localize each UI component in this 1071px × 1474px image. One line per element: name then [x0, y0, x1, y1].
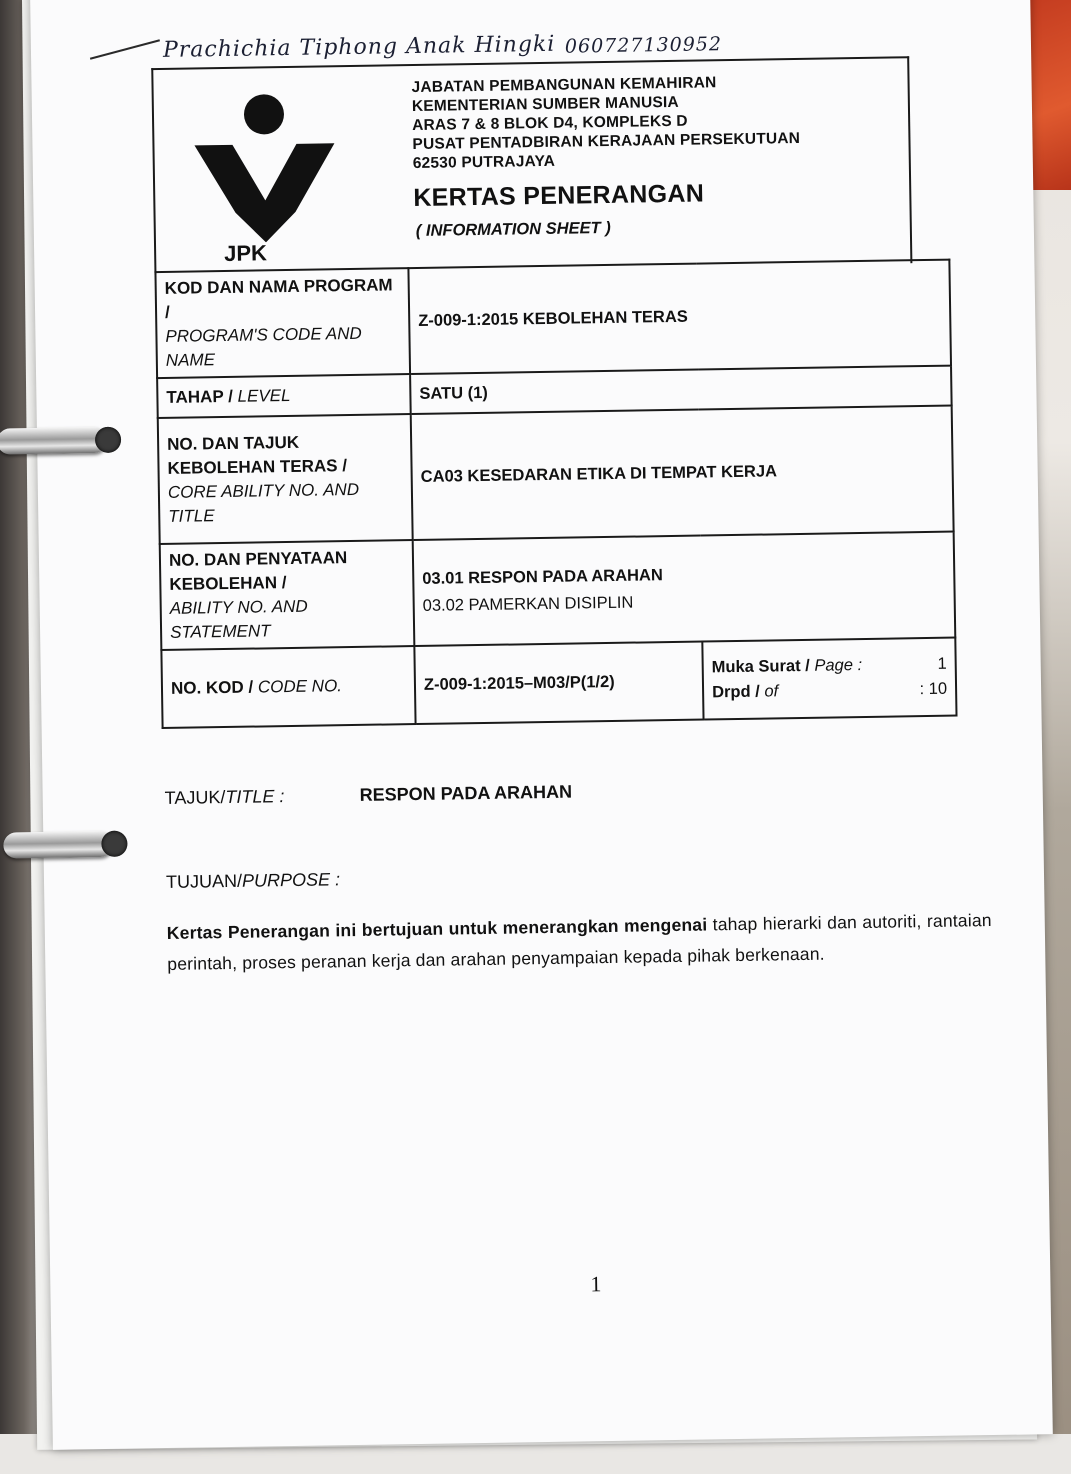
ability-label: NO. DAN PENYATAAN KEBOLEHAN / ABILITY NO. AND STATEMENT	[160, 540, 415, 650]
core-ability-label: NO. DAN TAJUK KEBOLEHAN TERAS / CORE ABILITY NO. AND TITLE	[158, 414, 413, 544]
binder-ring-bottom	[3, 831, 113, 859]
level-label: TAHAP / LEVEL	[157, 374, 411, 418]
page-value: 1	[937, 654, 947, 673]
level-value: SATU (1)	[410, 366, 952, 414]
code-value: Z-009-1:2015–M03/P(1/2)	[414, 642, 703, 725]
handwritten-phone: 060727130952	[564, 33, 723, 58]
info-table	[154, 259, 957, 729]
purpose-paragraph	[167, 905, 993, 980]
code-label: NO. KOD / CODE NO.	[161, 646, 415, 728]
purpose-bold-text: Kertas Penerangan ini bertujuan untuk menerangkan mengenai	[166, 914, 708, 943]
ability-value	[413, 532, 956, 646]
page-cell	[702, 638, 956, 720]
title-row	[165, 782, 573, 809]
handwritten-stroke	[90, 39, 160, 59]
purpose-rest-text: tahap hierarki dan autoriti, rantaian perintah, proses peranan kerja dan arahan penyampaian kepada pihak berkenaan.	[167, 910, 992, 974]
page-line: Muka Surat / Page : 1	[712, 652, 947, 681]
of-value: : 10	[919, 679, 948, 699]
dept-line: KEMENTERIAN SUMBER MANUSIA	[411, 93, 679, 116]
jpk-logo-icon	[194, 91, 336, 243]
title-label: TAJUK/TITLE :	[164, 786, 285, 808]
page-number: 1	[590, 1271, 602, 1297]
binder-ring-top	[0, 427, 107, 455]
information-sheet-page	[30, 0, 1053, 1450]
dept-line: JABATAN PEMBANGUNAN KEMAHIRAN	[411, 74, 717, 97]
ability-statement-1: 03.01 RESPON PADA ARAHAN	[422, 566, 663, 588]
department-address	[411, 72, 800, 173]
punch-hole-bottom	[101, 831, 127, 857]
dept-line: ARAS 7 & 8 BLOK D4, KOMPLEKS D	[412, 112, 688, 135]
sheet-subtitle: ( INFORMATION SHEET )	[415, 218, 611, 240]
dept-line: PUSAT PENTADBIRAN KERAJAAN PERSEKUTUAN	[412, 129, 801, 154]
dept-line: 62530 PUTRAJAYA	[412, 152, 556, 173]
purpose-label: TUJUAN/PURPOSE :	[165, 869, 341, 892]
code-row	[161, 638, 956, 728]
ability-statement-2: 03.02 PAMERKAN DISIPLIN	[422, 593, 634, 615]
title-value: RESPON PADA ARAHAN	[359, 781, 573, 805]
sheet-title: KERTAS PENERANGAN	[413, 179, 705, 213]
ability-row	[160, 532, 956, 650]
program-value: Z-009-1:2015 KEBOLEHAN TERAS	[408, 260, 951, 374]
program-row	[155, 260, 951, 378]
core-ability-value: CA03 KESEDARAN ETIKA DI TEMPAT KERJA	[411, 406, 954, 540]
program-label: KOD DAN NAMA PROGRAM / PROGRAM'S CODE AND NAME	[155, 268, 410, 378]
header-box	[151, 56, 912, 275]
core-ability-row	[158, 406, 954, 544]
of-line: Drpd / of : 10	[712, 677, 947, 706]
jpk-logo-text: JPK	[223, 240, 268, 266]
handwritten-name: Prachichia Tiphong Anak Hingki	[162, 31, 556, 63]
punch-hole-top	[95, 427, 121, 453]
